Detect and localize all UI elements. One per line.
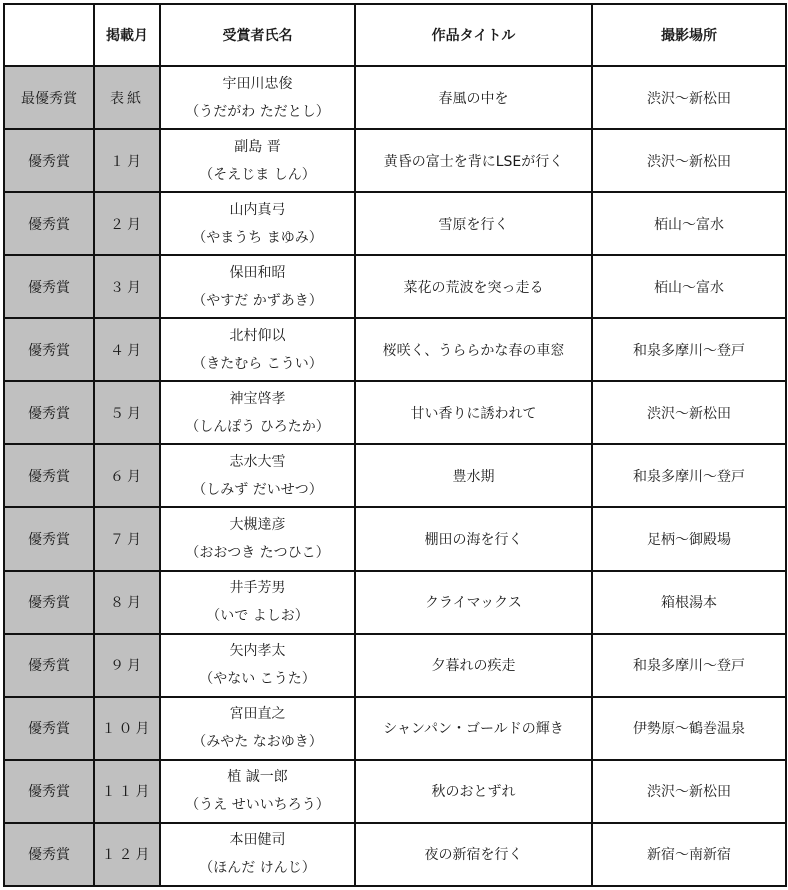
award-cell: 優秀賞 bbox=[4, 192, 94, 255]
award-cell: 最優秀賞 bbox=[4, 66, 94, 129]
header-name: 受賞者氏名 bbox=[160, 4, 355, 66]
month-cell: ８月 bbox=[94, 571, 160, 634]
location-cell: 栢山～富水 bbox=[592, 255, 786, 318]
month-cell: ４月 bbox=[94, 318, 160, 381]
recipient-name: 植 誠一郎 bbox=[227, 769, 288, 786]
recipient-reading: （おおつき たつひこ） bbox=[185, 544, 330, 561]
recipient-cell bbox=[160, 571, 355, 634]
location-cell: 伊勢原～鶴巻温泉 bbox=[592, 697, 786, 760]
recipient-reading: （しんぽう ひろたか） bbox=[185, 418, 330, 435]
table-row bbox=[4, 444, 786, 507]
recipient-cell bbox=[160, 444, 355, 507]
award-cell: 優秀賞 bbox=[4, 634, 94, 697]
recipient-cell bbox=[160, 697, 355, 760]
location-cell: 新宿～南新宿 bbox=[592, 823, 786, 886]
recipient-cell bbox=[160, 66, 355, 129]
header-month: 掲載月 bbox=[94, 4, 160, 66]
recipient-name: 宇田川忠俊 bbox=[222, 75, 293, 92]
work-title-cell: 棚田の海を行く bbox=[355, 507, 592, 570]
location-cell: 渋沢～新松田 bbox=[592, 760, 786, 823]
table-row bbox=[4, 129, 786, 192]
month-cell: １月 bbox=[94, 129, 160, 192]
header-row bbox=[4, 4, 786, 66]
location-cell: 箱根湯本 bbox=[592, 571, 786, 634]
recipient-reading: （ほんだ けんじ） bbox=[199, 860, 316, 877]
recipient-reading: （うだがわ ただとし） bbox=[185, 103, 330, 120]
work-title-cell: 豊水期 bbox=[355, 444, 592, 507]
work-title-cell: クライマックス bbox=[355, 571, 592, 634]
location-cell: 渋沢～新松田 bbox=[592, 129, 786, 192]
award-cell: 優秀賞 bbox=[4, 760, 94, 823]
recipient-reading: （そえじま しん） bbox=[199, 166, 316, 183]
location-cell: 和泉多摩川～登戸 bbox=[592, 318, 786, 381]
month-cell: 表紙 bbox=[94, 66, 160, 129]
recipient-cell bbox=[160, 634, 355, 697]
table-row bbox=[4, 66, 786, 129]
recipient-reading: （いで よしお） bbox=[206, 608, 309, 625]
award-cell: 優秀賞 bbox=[4, 823, 94, 886]
work-title-cell: シャンパン・ゴールドの輝き bbox=[355, 697, 592, 760]
work-title-cell: 菜花の荒波を突っ走る bbox=[355, 255, 592, 318]
recipient-name: 保田和昭 bbox=[229, 264, 286, 281]
recipient-reading: （みやた なおゆき） bbox=[192, 734, 323, 751]
award-cell: 優秀賞 bbox=[4, 444, 94, 507]
table-row bbox=[4, 318, 786, 381]
recipient-name: 宮田直之 bbox=[229, 706, 286, 723]
recipient-name: 北村仰以 bbox=[229, 327, 286, 344]
location-cell: 栢山～富水 bbox=[592, 192, 786, 255]
table-row bbox=[4, 381, 786, 444]
recipient-name: 本田健司 bbox=[229, 832, 286, 849]
recipient-cell bbox=[160, 507, 355, 570]
recipient-reading: （やない こうた） bbox=[199, 671, 316, 688]
header-title: 作品タイトル bbox=[355, 4, 592, 66]
recipient-name: 山内真弓 bbox=[229, 201, 286, 218]
table-row bbox=[4, 192, 786, 255]
table-body bbox=[4, 66, 786, 886]
location-cell: 和泉多摩川～登戸 bbox=[592, 444, 786, 507]
recipient-cell bbox=[160, 381, 355, 444]
award-cell: 優秀賞 bbox=[4, 255, 94, 318]
table-row bbox=[4, 697, 786, 760]
work-title-cell: 黄昏の富士を背にLSEが行く bbox=[355, 129, 592, 192]
recipient-cell bbox=[160, 318, 355, 381]
table-row bbox=[4, 823, 786, 886]
month-cell: ５月 bbox=[94, 381, 160, 444]
table-row bbox=[4, 760, 786, 823]
work-title-cell: 春風の中を bbox=[355, 66, 592, 129]
month-cell: ３月 bbox=[94, 255, 160, 318]
award-cell: 優秀賞 bbox=[4, 318, 94, 381]
location-cell: 渋沢～新松田 bbox=[592, 66, 786, 129]
recipient-name: 大槻達彦 bbox=[229, 516, 286, 533]
month-cell: ２月 bbox=[94, 192, 160, 255]
location-cell: 和泉多摩川～登戸 bbox=[592, 634, 786, 697]
month-cell: ７月 bbox=[94, 507, 160, 570]
award-cell: 優秀賞 bbox=[4, 129, 94, 192]
work-title-cell: 雪原を行く bbox=[355, 192, 592, 255]
recipient-name: 井手芳男 bbox=[229, 580, 286, 597]
header-corner-cell bbox=[4, 4, 94, 66]
location-cell: 足柄～御殿場 bbox=[592, 507, 786, 570]
header-location: 撮影場所 bbox=[592, 4, 786, 66]
recipient-reading: （やすだ かずあき） bbox=[192, 292, 323, 309]
recipient-cell bbox=[160, 760, 355, 823]
recipient-name: 志水大雪 bbox=[229, 453, 286, 470]
awards-table bbox=[3, 3, 787, 887]
recipient-reading: （うえ せいいちろう） bbox=[185, 797, 330, 814]
work-title-cell: 秋のおとずれ bbox=[355, 760, 592, 823]
month-cell: ６月 bbox=[94, 444, 160, 507]
recipient-cell bbox=[160, 823, 355, 886]
recipient-name: 矢内孝太 bbox=[229, 643, 286, 660]
award-cell: 優秀賞 bbox=[4, 697, 94, 760]
month-cell: １２月 bbox=[94, 823, 160, 886]
recipient-cell bbox=[160, 129, 355, 192]
award-cell: 優秀賞 bbox=[4, 381, 94, 444]
month-cell: １１月 bbox=[94, 760, 160, 823]
recipient-name: 副島 晋 bbox=[234, 138, 281, 155]
location-cell: 渋沢～新松田 bbox=[592, 381, 786, 444]
work-title-cell: 甘い香りに誘われて bbox=[355, 381, 592, 444]
recipient-cell bbox=[160, 255, 355, 318]
table-row bbox=[4, 634, 786, 697]
recipient-reading: （きたむら こうい） bbox=[192, 355, 323, 372]
month-cell: １０月 bbox=[94, 697, 160, 760]
recipient-cell bbox=[160, 192, 355, 255]
month-cell: ９月 bbox=[94, 634, 160, 697]
table-row bbox=[4, 507, 786, 570]
award-cell: 優秀賞 bbox=[4, 507, 94, 570]
award-cell: 優秀賞 bbox=[4, 571, 94, 634]
table-row bbox=[4, 571, 786, 634]
recipient-reading: （やまうち まゆみ） bbox=[192, 229, 323, 246]
work-title-cell: 夜の新宿を行く bbox=[355, 823, 592, 886]
table-row bbox=[4, 255, 786, 318]
recipient-reading: （しみず だいせつ） bbox=[192, 481, 323, 498]
work-title-cell: 夕暮れの疾走 bbox=[355, 634, 592, 697]
work-title-cell: 桜咲く、うららかな春の車窓 bbox=[355, 318, 592, 381]
recipient-name: 神宝啓孝 bbox=[229, 390, 286, 407]
